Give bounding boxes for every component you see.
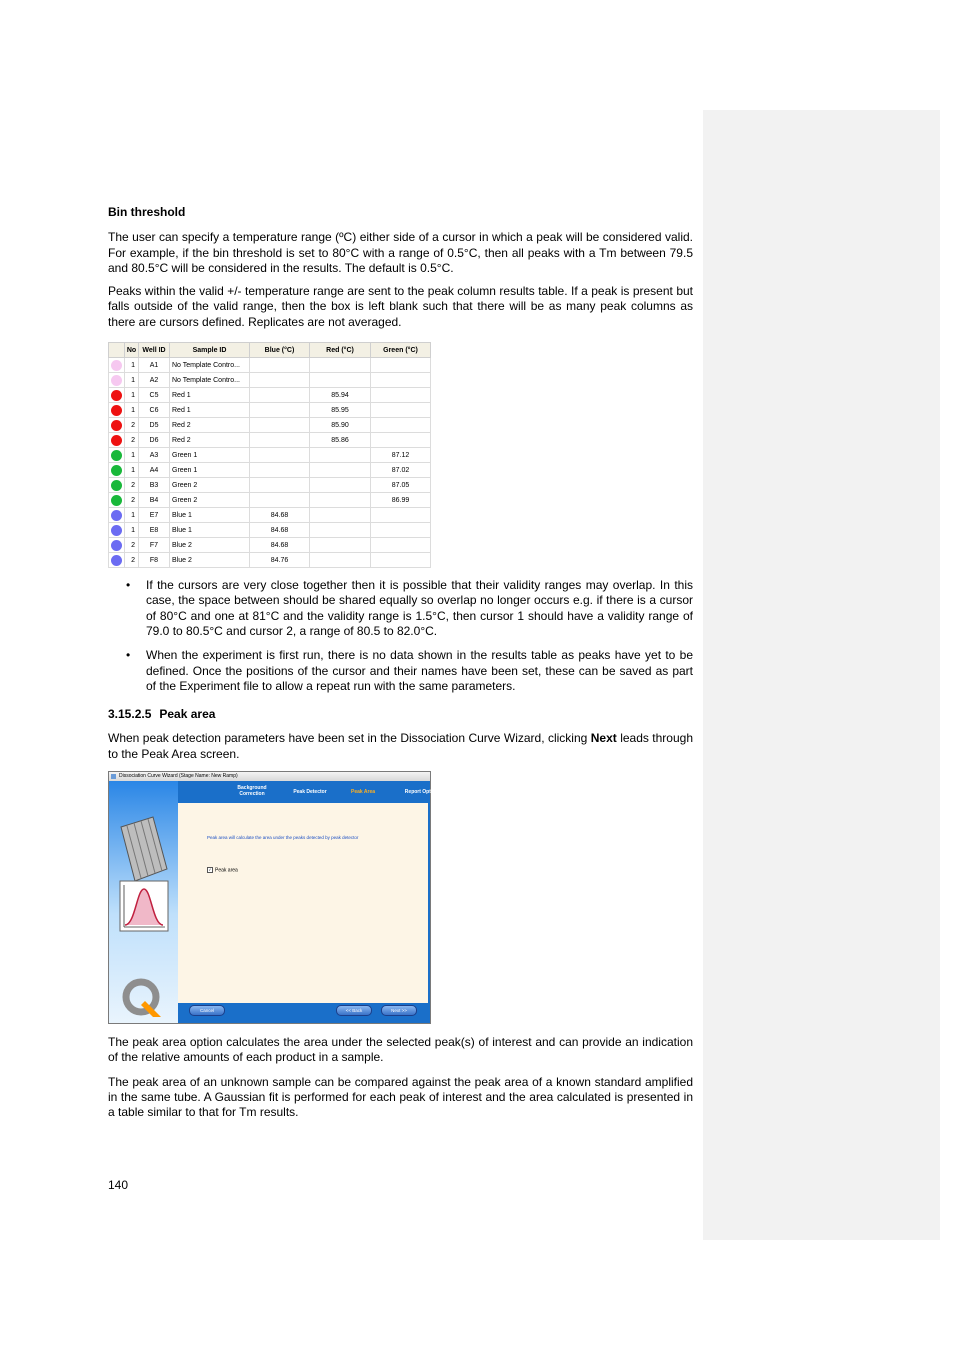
- no-cell: 1: [125, 373, 139, 388]
- blue-tm-cell: [250, 448, 310, 463]
- blue-tm-cell: [250, 358, 310, 373]
- sample-id-cell: Green 1: [170, 448, 250, 463]
- checkbox-checked-icon[interactable]: ✓: [208, 867, 212, 873]
- q-logo-icon: [121, 977, 165, 1019]
- sample-color-dot-icon: [111, 435, 122, 446]
- wizard-button-bar: [178, 1003, 430, 1023]
- checkbox-label: Peak area: [215, 867, 238, 874]
- green-tm-cell: [371, 523, 431, 538]
- wizard-side-panel: [109, 781, 178, 1023]
- wizard-title: Dissociation Curve Wizard (Stage Name: New Ramp): [119, 773, 238, 780]
- no-cell: 1: [125, 388, 139, 403]
- well-id-cell: D5: [139, 418, 170, 433]
- table-row: [109, 478, 431, 493]
- sample-color-dot-icon: [111, 510, 122, 521]
- wizard-tab-bar: [178, 781, 487, 803]
- green-tm-cell: 87.12: [371, 448, 431, 463]
- blue-tm-cell: [250, 388, 310, 403]
- green-tm-cell: [371, 553, 431, 568]
- table-row: [109, 403, 431, 418]
- green-tm-cell: 87.05: [371, 478, 431, 493]
- blue-tm-cell: [250, 373, 310, 388]
- peak-results-table: [108, 342, 431, 568]
- page-content: [108, 205, 693, 1121]
- sample-id-cell: Red 2: [170, 418, 250, 433]
- table-row: [109, 523, 431, 538]
- sample-id-cell: Red 2: [170, 433, 250, 448]
- table-row: [109, 553, 431, 568]
- sample-color-dot-icon: [111, 390, 122, 401]
- well-id-cell: D6: [139, 433, 170, 448]
- blue-tm-cell: [250, 478, 310, 493]
- green-tm-cell: [371, 373, 431, 388]
- page-number: 140: [108, 1178, 129, 1192]
- well-id-cell: B3: [139, 478, 170, 493]
- green-tm-cell: [371, 358, 431, 373]
- red-tm-cell: 85.90: [310, 418, 371, 433]
- wizard-message: Peak area will calculate the area under the peaks detected by peak detector: [207, 835, 359, 841]
- table-row: [109, 388, 431, 403]
- sample-color-dot-icon: [111, 495, 122, 506]
- sample-color-cell: [109, 448, 125, 463]
- table-header-cell: Sample ID: [170, 343, 250, 358]
- red-tm-cell: [310, 358, 371, 373]
- sample-id-cell: Green 2: [170, 493, 250, 508]
- sample-id-cell: Green 2: [170, 478, 250, 493]
- blue-tm-cell: [250, 463, 310, 478]
- sample-color-dot-icon: [111, 375, 122, 386]
- well-id-cell: C5: [139, 388, 170, 403]
- section-number: 3.15.2.5: [108, 707, 152, 722]
- blue-tm-cell: [250, 418, 310, 433]
- blue-tm-cell: 84.76: [250, 553, 310, 568]
- wizard-title-bar: [109, 772, 430, 781]
- sample-id-cell: Blue 2: [170, 538, 250, 553]
- bullet-item: [108, 648, 693, 694]
- table-row: [109, 463, 431, 478]
- sample-color-cell: [109, 463, 125, 478]
- well-id-cell: A3: [139, 448, 170, 463]
- sample-id-cell: Red 1: [170, 403, 250, 418]
- sample-color-cell: [109, 418, 125, 433]
- wizard-screenshot: [108, 771, 487, 1024]
- back-button[interactable]: << Back: [336, 1005, 372, 1016]
- table-row: [109, 358, 431, 373]
- bin-threshold-para-2: Peaks within the valid +/- temperature range are sent to the peak column results table. If a peak is present but falls outside of the valid range, then the box is left blank such that there will be as many peak columns as there are cursors defined. Replicates are not averaged.: [108, 284, 693, 329]
- blue-tm-cell: 84.68: [250, 538, 310, 553]
- red-tm-cell: [310, 373, 371, 388]
- well-id-cell: A1: [139, 358, 170, 373]
- no-cell: 1: [125, 448, 139, 463]
- sample-id-cell: Blue 1: [170, 523, 250, 538]
- sample-id-cell: Blue 2: [170, 553, 250, 568]
- tab-summary[interactable]: Summary: [463, 789, 487, 796]
- no-cell: 2: [125, 433, 139, 448]
- bullet-text: When the experiment is first run, there is no data shown in the results table as peaks have yet to be defined. Once the positions of the cursor and their names have been set, these can be saved as part of the Experiment file to allow a repeat run with the same parameters.: [146, 648, 693, 693]
- table-row: [109, 433, 431, 448]
- wizard-content: [178, 803, 428, 1003]
- red-tm-cell: [310, 553, 371, 568]
- sample-color-dot-icon: [111, 360, 122, 371]
- sample-color-cell: [109, 478, 125, 493]
- green-tm-cell: [371, 508, 431, 523]
- green-tm-cell: [371, 388, 431, 403]
- sample-color-cell: [109, 358, 125, 373]
- table-header-cell: Green (°C): [371, 343, 431, 358]
- tab-background-correction[interactable]: Background Correction: [237, 785, 267, 798]
- well-id-cell: E7: [139, 508, 170, 523]
- table-row: [109, 448, 431, 463]
- sample-color-cell: [109, 508, 125, 523]
- green-tm-cell: [371, 403, 431, 418]
- table-row: [109, 508, 431, 523]
- peak-area-para-2: The peak area of an unknown sample can be compared against the peak area of a known standard amplified in the same tube. A Gaussian fit is performed for each peak of interest and the area calculated is presented in a table similar to that for Tm results.: [108, 1074, 693, 1120]
- sample-color-dot-icon: [111, 420, 122, 431]
- sample-color-cell: [109, 433, 125, 448]
- bullet-list: [108, 578, 693, 694]
- comment-pane: [703, 110, 940, 1240]
- green-tm-cell: [371, 538, 431, 553]
- no-cell: 2: [125, 553, 139, 568]
- bullet-item: [108, 578, 693, 639]
- table-header-row: [109, 343, 431, 358]
- green-tm-cell: [371, 418, 431, 433]
- well-id-cell: E8: [139, 523, 170, 538]
- well-id-cell: C6: [139, 403, 170, 418]
- section-title: Peak area: [159, 707, 216, 722]
- red-tm-cell: [310, 448, 371, 463]
- blue-tm-cell: [250, 493, 310, 508]
- no-cell: 1: [125, 463, 139, 478]
- red-tm-cell: [310, 508, 371, 523]
- sample-color-dot-icon: [111, 465, 122, 476]
- app-icon: [111, 774, 116, 779]
- sample-color-cell: [109, 493, 125, 508]
- red-tm-cell: [310, 538, 371, 553]
- red-tm-cell: 85.95: [310, 403, 371, 418]
- red-tm-cell: [310, 523, 371, 538]
- sample-color-dot-icon: [111, 555, 122, 566]
- well-id-cell: F7: [139, 538, 170, 553]
- sample-id-cell: Blue 1: [170, 508, 250, 523]
- peak-area-heading: [108, 707, 693, 722]
- no-cell: 2: [125, 418, 139, 433]
- table-row: [109, 538, 431, 553]
- well-id-cell: F8: [139, 553, 170, 568]
- red-tm-cell: [310, 478, 371, 493]
- table-header-cell: No: [125, 343, 139, 358]
- bullet-glyph: •: [126, 578, 131, 593]
- peak-area-para-1: The peak area option calculates the area under the selected peak(s) of interest and can provide an indication of the relative amounts of each product in a sample.: [108, 1035, 693, 1065]
- bullet-glyph: •: [126, 648, 131, 663]
- table-header-cell: [109, 343, 125, 358]
- peak-area-intro: [108, 731, 693, 762]
- no-cell: 2: [125, 538, 139, 553]
- sample-color-cell: [109, 553, 125, 568]
- peak-area-checkbox[interactable]: [207, 867, 238, 873]
- red-tm-cell: [310, 463, 371, 478]
- bin-threshold-heading: Bin threshold: [108, 205, 186, 219]
- tab-peak-detector[interactable]: Peak Detector: [293, 789, 327, 796]
- sample-color-cell: [109, 523, 125, 538]
- intro-text-end: leads through to the Peak Area screen.: [108, 731, 693, 761]
- bin-threshold-para-1: The user can specify a temperature range (ºC) either side of a cursor in which a peak will be considered valid. For example, if the bin threshold is set to 80°C with a range of 0.5°C, then all peaks with a Tm between 79.5 and 80.5°C will be considered in the results. The default is 0.5°C.: [108, 230, 693, 275]
- no-cell: 1: [125, 403, 139, 418]
- sample-id-cell: No Template Contro...: [170, 358, 250, 373]
- table-row: [109, 493, 431, 508]
- sample-color-dot-icon: [111, 405, 122, 416]
- sample-id-cell: Green 1: [170, 463, 250, 478]
- well-id-cell: A4: [139, 463, 170, 478]
- sample-color-cell: [109, 388, 125, 403]
- cancel-button[interactable]: Cancel: [189, 1005, 225, 1016]
- red-tm-cell: 85.86: [310, 433, 371, 448]
- no-cell: 1: [125, 358, 139, 373]
- sample-color-cell: [109, 538, 125, 553]
- blue-tm-cell: [250, 433, 310, 448]
- sample-color-cell: [109, 373, 125, 388]
- no-cell: 1: [125, 523, 139, 538]
- blue-tm-cell: [250, 403, 310, 418]
- no-cell: 2: [125, 493, 139, 508]
- next-keyword: Next: [590, 731, 617, 746]
- sample-color-cell: [109, 403, 125, 418]
- blue-tm-cell: 84.68: [250, 523, 310, 538]
- sample-id-cell: Red 1: [170, 388, 250, 403]
- red-tm-cell: [310, 493, 371, 508]
- no-cell: 1: [125, 508, 139, 523]
- bullet-text: If the cursors are very close together then it is possible that their validity ranges may overlap. In this case, the space between should be shared equally so overlap no longer occurs e.g. if there is a cursor of 80°C and one at 81°C and the validity range is 1.5°C, then cursor 1 should have a validity range of 79.0 to 80.5°C and cursor 2, a range of 80.5 to 82.0°C.: [146, 578, 693, 638]
- table-header-cell: Well ID: [139, 343, 170, 358]
- table-header-cell: Red (°C): [310, 343, 371, 358]
- green-tm-cell: 86.99: [371, 493, 431, 508]
- green-tm-cell: [371, 433, 431, 448]
- sample-color-dot-icon: [111, 480, 122, 491]
- intro-text: When peak detection parameters have been set in the Dissociation Curve Wizard, clicking: [108, 731, 591, 746]
- red-tm-cell: 85.94: [310, 388, 371, 403]
- table-header-cell: Blue (°C): [250, 343, 310, 358]
- table-row: [109, 373, 431, 388]
- plate-and-curve-icon: [117, 811, 173, 933]
- sample-id-cell: No Template Contro...: [170, 373, 250, 388]
- sample-color-dot-icon: [111, 450, 122, 461]
- green-tm-cell: 87.02: [371, 463, 431, 478]
- sample-color-dot-icon: [111, 525, 122, 536]
- next-button[interactable]: Next >>: [381, 1005, 417, 1016]
- tab-peak-area[interactable]: Peak Area: [351, 789, 375, 796]
- sample-color-dot-icon: [111, 540, 122, 551]
- tab-report-options[interactable]: Report Options: [404, 789, 442, 796]
- well-id-cell: A2: [139, 373, 170, 388]
- well-id-cell: B4: [139, 493, 170, 508]
- no-cell: 2: [125, 478, 139, 493]
- table-row: [109, 418, 431, 433]
- blue-tm-cell: 84.68: [250, 508, 310, 523]
